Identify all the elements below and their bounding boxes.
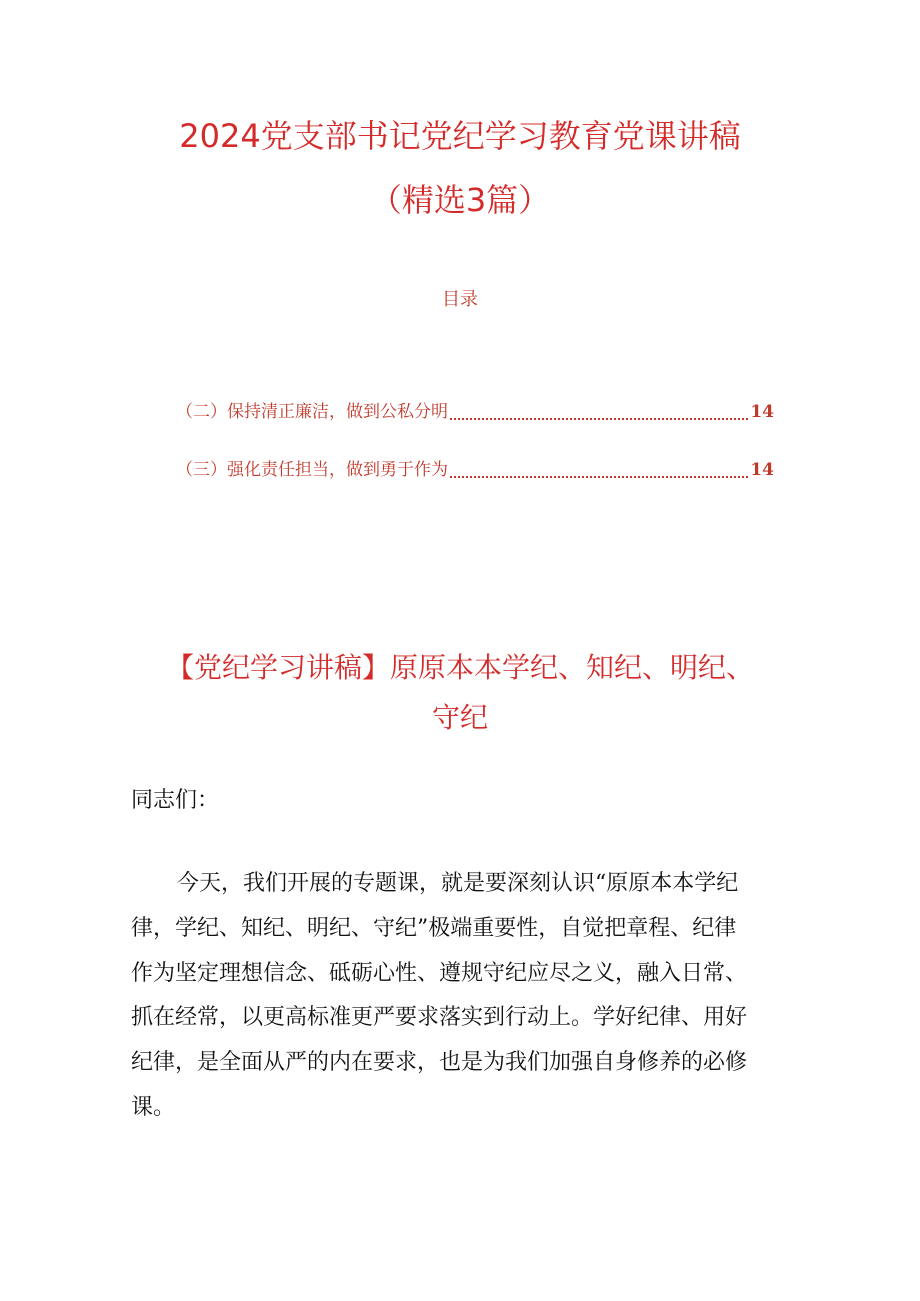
salutation: 同志们： [131,788,220,813]
toc-item-text: （二）保持清正廉洁，做到公私分明 [176,402,448,422]
toc-item[interactable] [176,398,774,427]
toc-item[interactable] [176,456,774,485]
section-title-line1: 【党纪学习讲稿】原原本本学纪、知纪、明纪、 [165,651,754,684]
paragraph-line: 律，学纪、知纪、明纪、守纪”极端重要性，自觉把章程、纪律 [131,915,737,941]
toc-item-page-number: 14 [750,460,774,480]
paragraph-line: 纪律，是全面从严的内在要求，也是为我们加强自身修养的必修 [131,1050,748,1076]
toc-dot-leader [450,418,748,420]
document-title-line2: （精选3篇） [369,181,551,219]
paragraph-line: 抓在经常，以更高标准更严要求落实到行动上。学好纪律、用好 [131,1005,748,1031]
paragraph-line: 作为坚定理想信念、砥砺心性、遵规守纪应尽之义，融入日常、 [131,960,748,986]
toc-item-text: （三）强化责任担当，做到勇于作为 [176,460,448,480]
toc-item-page-number: 14 [750,402,774,422]
table-of-contents [176,398,774,514]
document-title-line1: 2024党支部书记党纪学习教育党课讲稿 [179,117,741,155]
toc-dot-leader [450,476,748,478]
paragraph-line: 今天，我们开展的专题课，就是要深刻认识“原原本本学纪 [177,871,739,896]
section-title-line2: 守纪 [431,701,488,734]
toc-heading: 目录 [442,289,478,310]
body-paragraph [131,862,791,1131]
paragraph-line: 课。 [131,1094,176,1120]
